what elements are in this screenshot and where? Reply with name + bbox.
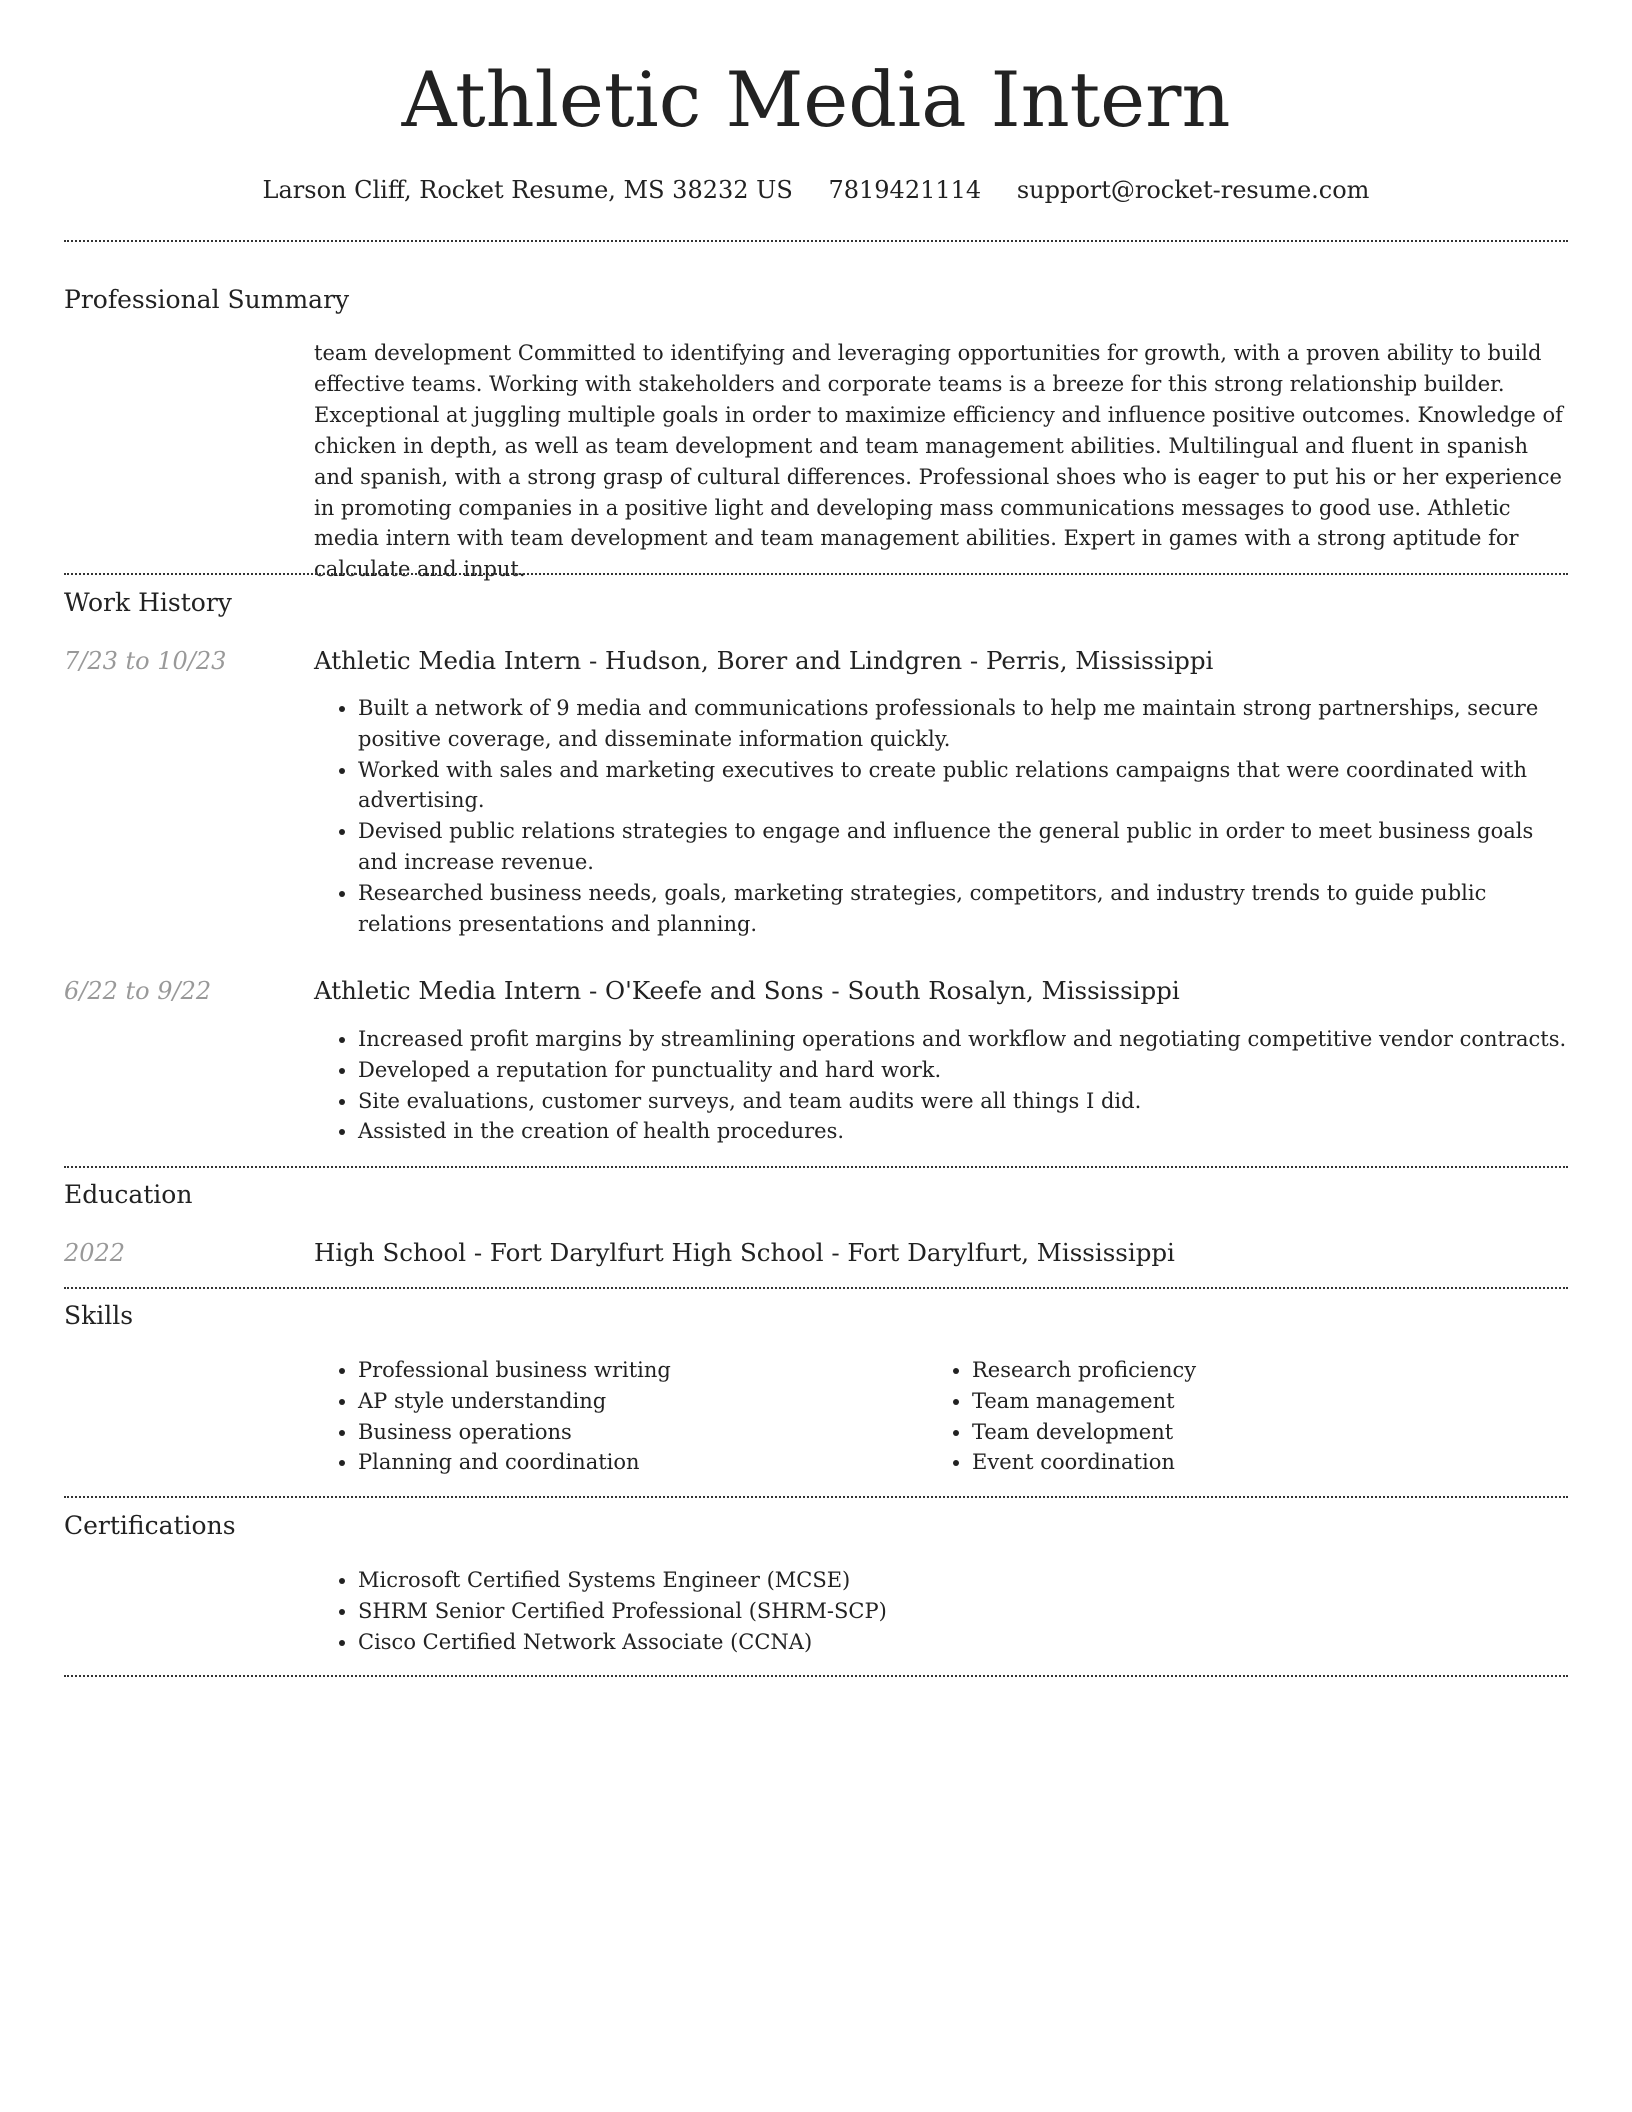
section-divider <box>64 1675 1568 1677</box>
education-heading: Education <box>64 1180 193 1209</box>
list-item: • Increased profit margins by streamlining operations and workflow and negotiating competitive vendor contracts. <box>358 1024 1570 1055</box>
list-item: • Event coordination <box>972 1447 1572 1478</box>
section-divider <box>64 1496 1568 1498</box>
list-item: • Planning and coordination <box>358 1447 928 1478</box>
job-1-bullets <box>314 693 1570 939</box>
job-2-bullets <box>314 1024 1570 1147</box>
section-divider <box>64 573 1568 575</box>
list-item: • AP style understanding <box>358 1386 928 1417</box>
list-item: • Developed a reputation for punctuality and hard work. <box>358 1055 1570 1086</box>
list-item: • Devised public relations strategies to engage and influence the general public in order to meet business goals and increase revenue. <box>358 816 1570 878</box>
list-item: • Team management <box>972 1386 1572 1417</box>
list-item: • Business operations <box>358 1417 928 1448</box>
job-1-title: Athletic Media Intern - Hudson, Borer and Lindgren - Perris, Mississippi <box>314 646 1214 675</box>
section-divider <box>64 1287 1568 1289</box>
summary-text: team development Committed to identifying and leveraging opportunities for growth, with a proven ability to build effective teams. Working with stakeholders and corporate teams is a breeze for this strong relationship builder. Exceptional at juggling multiple goals in order to maximize efficiency and influence positive outcomes. Knowledge of chicken in depth, as well as team development and team management abilities. Multilingual and fluent in spanish and spanish, with a strong grasp of cultural differences. Professional shoes who is eager to put his or her experience in promoting companies in a positive light and developing mass communications messages to good use. Athletic media intern with team development and team management abilities. Expert in games with a strong aptitude for calculate and input. <box>314 341 1563 582</box>
list-item: • Researched business needs, goals, marketing strategies, competitors, and industry trends to guide public relations presentations and planning. <box>358 878 1570 940</box>
list-item: • Team development <box>972 1417 1572 1448</box>
section-divider <box>64 1166 1568 1168</box>
contact-email: support@rocket-resume.com <box>1016 176 1370 204</box>
skills-list-right <box>928 1355 1572 1478</box>
list-item: • Worked with sales and marketing executives to create public relations campaigns that were coordinated with advertising. <box>358 755 1570 817</box>
resume-title: Athletic Media Intern <box>401 55 1231 144</box>
job-2-title: Athletic Media Intern - O'Keefe and Sons - South Rosalyn, Mississippi <box>314 976 1180 1005</box>
list-item: • Site evaluations, customer surveys, and team audits were all things I did. <box>358 1086 1570 1117</box>
contact-line <box>64 170 1568 210</box>
list-item: • Cisco Certified Network Associate (CCNA) <box>358 1627 1570 1658</box>
list-item: • Assisted in the creation of health procedures. <box>358 1116 1570 1147</box>
job-2-dates: 6/22 to 9/22 <box>64 977 212 1005</box>
skills-list-left <box>314 1355 928 1478</box>
education-year: 2022 <box>64 1239 126 1267</box>
summary-heading: Professional Summary <box>64 285 350 314</box>
list-item: • Research proficiency <box>972 1355 1572 1386</box>
work-heading: Work History <box>64 588 232 617</box>
section-divider <box>64 240 1568 242</box>
contact-phone: 7819421114 <box>828 176 982 204</box>
skills-heading: Skills <box>64 1301 134 1330</box>
job-1-dates: 7/23 to 10/23 <box>64 647 227 675</box>
list-item: • SHRM Senior Certified Professional (SHRM-SCP) <box>358 1596 1570 1627</box>
list-item: • Professional business writing <box>358 1355 928 1386</box>
certifications-list <box>314 1565 1570 1657</box>
certifications-heading: Certifications <box>64 1511 236 1540</box>
list-item: • Built a network of 9 media and communications professionals to help me maintain strong partnerships, secure positive coverage, and disseminate information quickly. <box>358 693 1570 755</box>
education-entry: High School - Fort Darylfurt High School - Fort Darylfurt, Mississippi <box>314 1238 1175 1267</box>
list-item: • Microsoft Certified Systems Engineer (MCSE) <box>358 1565 1570 1596</box>
contact-address: Larson Cliff, Rocket Resume, MS 38232 US <box>262 176 793 204</box>
